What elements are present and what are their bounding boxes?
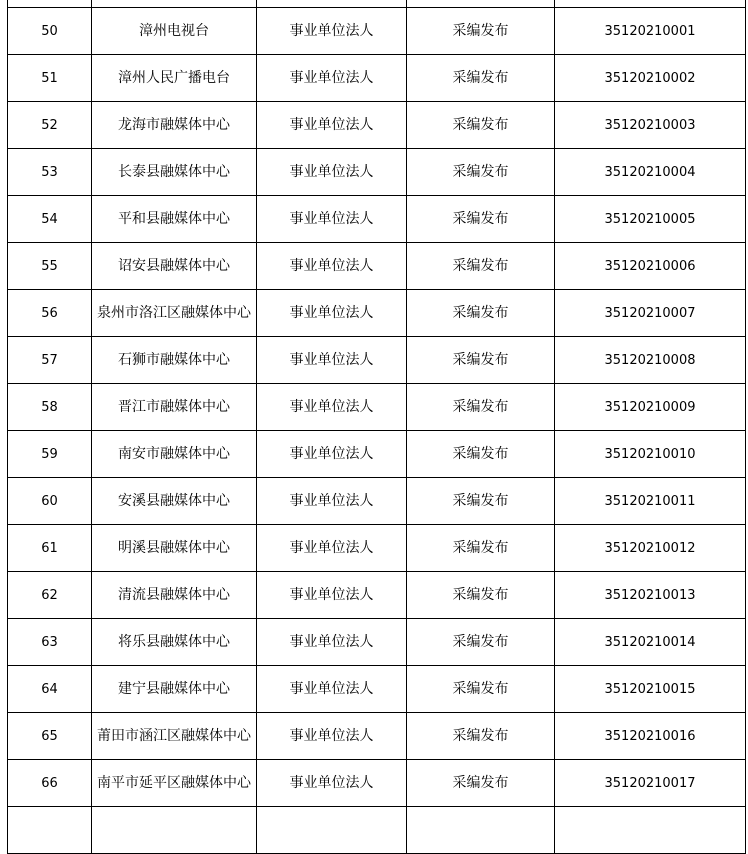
cell-serial-number: 50 <box>8 8 92 55</box>
cell-serial-number: 55 <box>8 243 92 290</box>
cell-service-scope: 采编发布 <box>407 619 555 666</box>
cell-organization-name: 莆田市涵江区融媒体中心 <box>92 713 257 760</box>
cell-organization-name: 清流县融媒体中心 <box>92 572 257 619</box>
cell-serial-number: 62 <box>8 572 92 619</box>
cell-organization-type: 事业单位法人 <box>257 102 407 149</box>
cell-organization-type: 事业单位法人 <box>257 149 407 196</box>
cell-organization-type: 事业单位法人 <box>257 431 407 478</box>
cell-license-code: 35120210014 <box>555 619 746 666</box>
table-row <box>8 807 746 854</box>
cell-organization-name: 安溪县融媒体中心 <box>92 478 257 525</box>
cell-organization-name <box>92 0 257 8</box>
cell-license-code: 35120210004 <box>555 149 746 196</box>
table-row <box>8 55 746 102</box>
table-row <box>8 243 746 290</box>
cell-license-code: 35120210015 <box>555 666 746 713</box>
table-row <box>8 619 746 666</box>
cell-organization-type <box>257 807 407 854</box>
cell-license-code: 35120210017 <box>555 760 746 807</box>
cell-license-code: 35120210010 <box>555 431 746 478</box>
cell-license-code: 35120210013 <box>555 572 746 619</box>
cell-organization-name: 明溪县融媒体中心 <box>92 525 257 572</box>
cell-serial-number: 52 <box>8 102 92 149</box>
cell-license-code: 35120210006 <box>555 243 746 290</box>
table-body <box>8 0 746 854</box>
cell-service-scope: 采编发布 <box>407 713 555 760</box>
cell-service-scope: 采编发布 <box>407 243 555 290</box>
cell-organization-type: 事业单位法人 <box>257 666 407 713</box>
cell-service-scope: 采编发布 <box>407 337 555 384</box>
cell-organization-name: 南安市融媒体中心 <box>92 431 257 478</box>
table-row <box>8 196 746 243</box>
cell-license-code: 35120210009 <box>555 384 746 431</box>
cell-organization-type: 事业单位法人 <box>257 196 407 243</box>
table-row <box>8 525 746 572</box>
table-row <box>8 290 746 337</box>
cell-service-scope: 采编发布 <box>407 384 555 431</box>
table-row <box>8 149 746 196</box>
cell-serial-number: 66 <box>8 760 92 807</box>
cell-serial-number: 61 <box>8 525 92 572</box>
cell-license-code: 35120210012 <box>555 525 746 572</box>
table-row <box>8 102 746 149</box>
cell-serial-number: 58 <box>8 384 92 431</box>
cell-serial-number <box>8 807 92 854</box>
cell-service-scope: 采编发布 <box>407 8 555 55</box>
cell-service-scope: 采编发布 <box>407 196 555 243</box>
cell-organization-name: 长泰县融媒体中心 <box>92 149 257 196</box>
cell-service-scope: 采编发布 <box>407 55 555 102</box>
cell-serial-number: 56 <box>8 290 92 337</box>
table-row <box>8 0 746 8</box>
cell-organization-name: 将乐县融媒体中心 <box>92 619 257 666</box>
cell-serial-number: 53 <box>8 149 92 196</box>
cell-license-code <box>555 0 746 8</box>
cell-service-scope: 采编发布 <box>407 102 555 149</box>
cell-service-scope <box>407 0 555 8</box>
cell-license-code: 35120210001 <box>555 8 746 55</box>
cell-service-scope: 采编发布 <box>407 666 555 713</box>
cell-organization-name: 龙海市融媒体中心 <box>92 102 257 149</box>
cell-organization-name: 泉州市洛江区融媒体中心 <box>92 290 257 337</box>
cell-organization-name: 诏安县融媒体中心 <box>92 243 257 290</box>
cell-organization-type: 事业单位法人 <box>257 55 407 102</box>
cell-organization-type: 事业单位法人 <box>257 572 407 619</box>
cell-service-scope: 采编发布 <box>407 760 555 807</box>
cell-license-code <box>555 807 746 854</box>
cell-license-code: 35120210003 <box>555 102 746 149</box>
cell-serial-number: 54 <box>8 196 92 243</box>
table-row <box>8 384 746 431</box>
cell-serial-number: 63 <box>8 619 92 666</box>
table-row <box>8 666 746 713</box>
cell-organization-type: 事业单位法人 <box>257 384 407 431</box>
cell-serial-number: 64 <box>8 666 92 713</box>
cell-service-scope: 采编发布 <box>407 290 555 337</box>
cell-license-code: 35120210008 <box>555 337 746 384</box>
table-row <box>8 713 746 760</box>
table-row <box>8 8 746 55</box>
table-row <box>8 337 746 384</box>
cell-serial-number: 57 <box>8 337 92 384</box>
cell-service-scope: 采编发布 <box>407 478 555 525</box>
cell-organization-type: 事业单位法人 <box>257 243 407 290</box>
cell-service-scope: 采编发布 <box>407 149 555 196</box>
cell-organization-type: 事业单位法人 <box>257 478 407 525</box>
cell-organization-name: 南平市延平区融媒体中心 <box>92 760 257 807</box>
cell-organization-type: 事业单位法人 <box>257 290 407 337</box>
cell-license-code: 35120210005 <box>555 196 746 243</box>
cell-organization-name: 石狮市融媒体中心 <box>92 337 257 384</box>
cell-license-code: 35120210011 <box>555 478 746 525</box>
cell-license-code: 35120210002 <box>555 55 746 102</box>
cell-organization-type: 事业单位法人 <box>257 525 407 572</box>
table-row <box>8 572 746 619</box>
cell-service-scope: 采编发布 <box>407 431 555 478</box>
cell-serial-number: 59 <box>8 431 92 478</box>
registry-table <box>7 0 746 854</box>
cell-serial-number: 51 <box>8 55 92 102</box>
cell-serial-number: 60 <box>8 478 92 525</box>
table-row <box>8 431 746 478</box>
cell-organization-type: 事业单位法人 <box>257 337 407 384</box>
cell-serial-number <box>8 0 92 8</box>
cell-service-scope: 采编发布 <box>407 572 555 619</box>
cell-organization-type: 事业单位法人 <box>257 8 407 55</box>
cell-service-scope <box>407 807 555 854</box>
cell-license-code: 35120210007 <box>555 290 746 337</box>
cell-serial-number: 65 <box>8 713 92 760</box>
cell-license-code: 35120210016 <box>555 713 746 760</box>
cell-organization-name: 建宁县融媒体中心 <box>92 666 257 713</box>
cell-organization-name: 晋江市融媒体中心 <box>92 384 257 431</box>
cell-organization-type: 事业单位法人 <box>257 760 407 807</box>
cell-organization-type <box>257 0 407 8</box>
cell-organization-type: 事业单位法人 <box>257 713 407 760</box>
cell-organization-name <box>92 807 257 854</box>
cell-organization-name: 漳州人民广播电台 <box>92 55 257 102</box>
table-row <box>8 760 746 807</box>
cell-service-scope: 采编发布 <box>407 525 555 572</box>
cell-organization-name: 漳州电视台 <box>92 8 257 55</box>
table-row <box>8 478 746 525</box>
cell-organization-type: 事业单位法人 <box>257 619 407 666</box>
cell-organization-name: 平和县融媒体中心 <box>92 196 257 243</box>
